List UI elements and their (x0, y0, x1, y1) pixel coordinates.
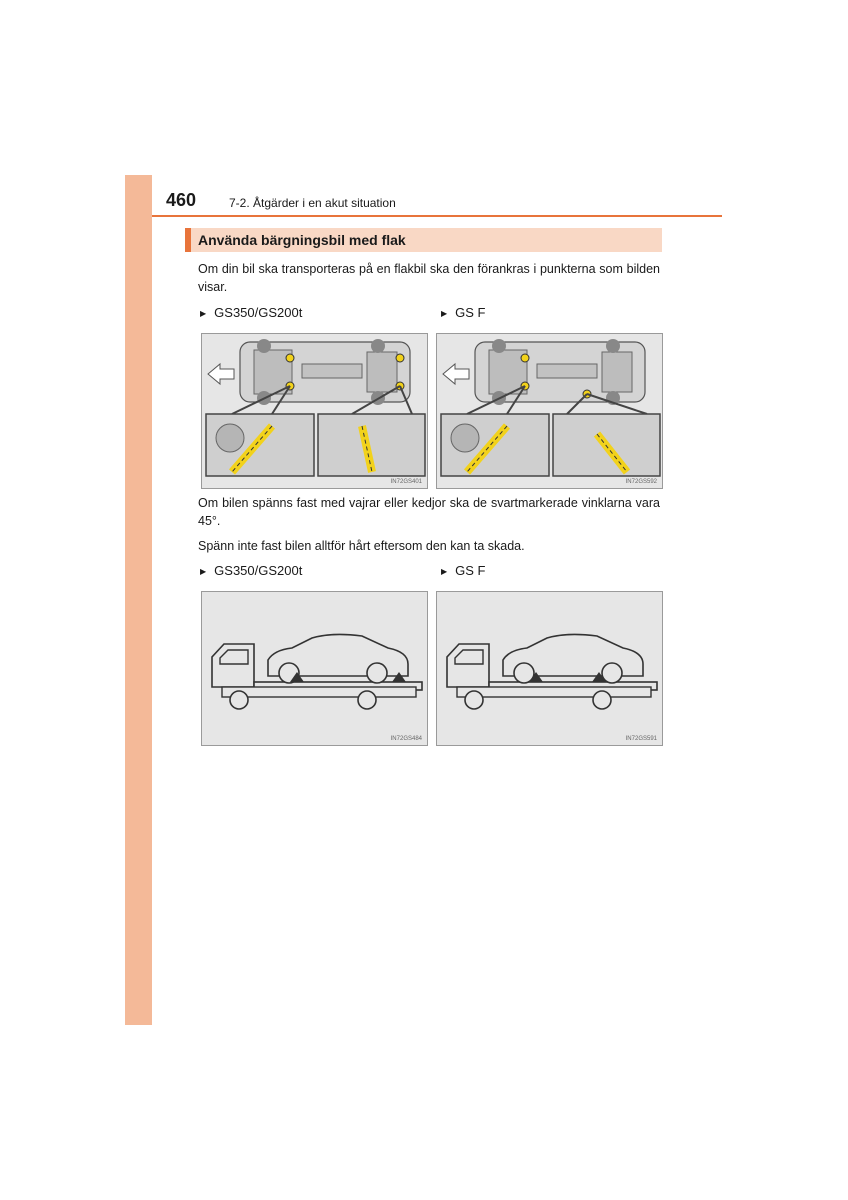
triangle-bullet-icon: ▶ (441, 567, 448, 576)
truck-figure-right (436, 591, 663, 746)
page-number: 460 (166, 190, 197, 210)
angle-note-paragraph: Om bilen spänns fast med vajrar eller kedjor ska de svartmarkerade vinklarna vara 45°. (198, 496, 660, 528)
model-name: GS350/GS200t (214, 563, 303, 578)
header-rule (152, 215, 722, 217)
section-heading-text: Använda bärgningsbil med flak (198, 232, 406, 248)
chapter-title: 7-2. Åtgärder i en akut situation (229, 196, 396, 210)
triangle-bullet-icon: ▶ (441, 309, 448, 318)
triangle-bullet-icon: ▶ (200, 309, 207, 318)
intro-paragraph: Om din bil ska transporteras på en flakbil ska den förankras i punkterna som bilden visar. (198, 262, 660, 294)
model-label-left (200, 563, 302, 578)
model-label-right (441, 305, 486, 320)
caution-paragraph: Spänn inte fast bilen alltför hårt eftersom den kan ta skada. (198, 539, 525, 553)
underbody-illustration (437, 334, 664, 490)
underbody-figure-right (436, 333, 663, 489)
model-name: GS F (455, 563, 486, 578)
section-heading (185, 228, 662, 252)
side-tab (125, 175, 152, 1025)
flatbed-truck-illustration (202, 592, 429, 747)
truck-figure-left (201, 591, 428, 746)
model-name: GS350/GS200t (214, 305, 303, 320)
figure-code: IN72GS591 (625, 736, 657, 742)
figure-code: IN72GS484 (390, 736, 422, 742)
model-label-left (200, 305, 302, 320)
flatbed-truck-illustration (437, 592, 664, 747)
underbody-figure-left (201, 333, 428, 489)
figure-code: IN72GS401 (390, 479, 422, 485)
underbody-illustration (202, 334, 429, 490)
model-label-right (441, 563, 486, 578)
model-name: GS F (455, 305, 486, 320)
triangle-bullet-icon: ▶ (200, 567, 207, 576)
figure-code: IN72GS592 (625, 479, 657, 485)
